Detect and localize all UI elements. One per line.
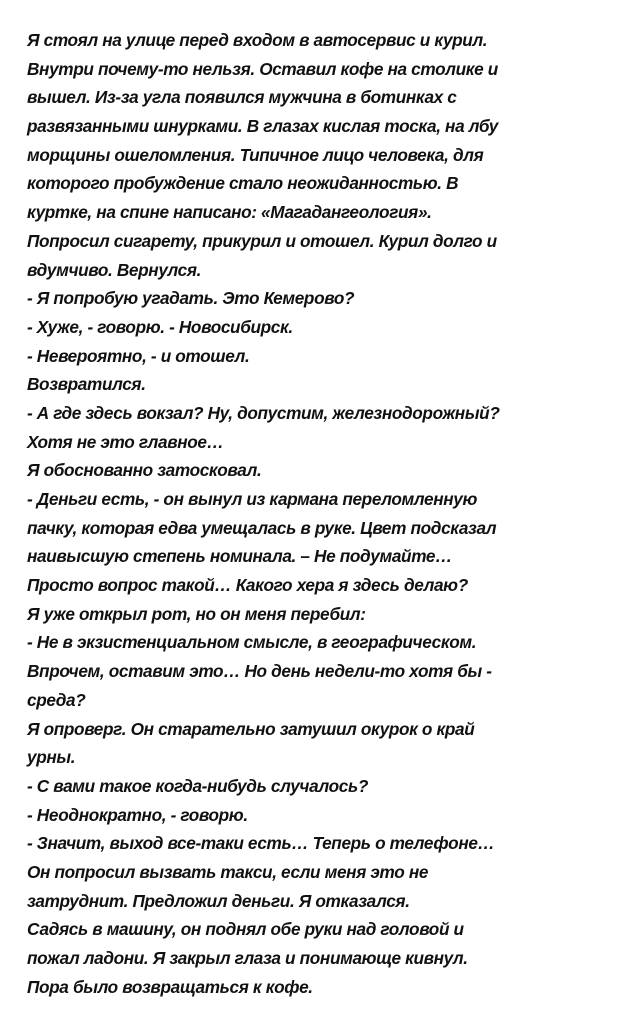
text-line: развязанными шнурками. В глазах кислая тоска, на лбу [27, 116, 498, 137]
dialogue-line: - С вами такое когда-нибудь случалось? [27, 775, 368, 796]
dialogue-line: - Деньги есть, - он вынул из кармана переломленную [27, 489, 477, 509]
text-line: морщины ошеломления. Типичное лицо человека, для [27, 144, 484, 165]
text-line: урны. [27, 747, 76, 768]
text-line: пожал ладони. Я закрыл глаза и понимающе кивнул. [27, 948, 468, 968]
dialogue-line: - Хуже, - говорю. - Новосибирск. [27, 316, 293, 337]
text-line: куртке, на спине написано: «Магадангеология». [27, 202, 432, 223]
text-line: Я стоял на улице перед входом в автосервис и курил. [27, 30, 488, 50]
dialogue-line: - А где здесь вокзал? Ну, допустим, железнодорожный? [27, 402, 500, 423]
dialogue-line: - Неоднократно, - говорю. [27, 804, 248, 825]
dialogue-line: - Невероятно, - и отошел. [27, 345, 250, 366]
text-line: которого пробуждение стало неожиданностью. В [27, 173, 459, 194]
text-line: среда? [27, 689, 86, 710]
text-line: Просто вопрос такой… Какого хера я здесь делаю? [27, 575, 468, 596]
dialogue-line: - Не в экзистенциальном смысле, в географическом. [27, 632, 477, 653]
text-line: наивысшую степень номинала. – Не подумайте… [27, 546, 452, 567]
text-line: Хотя не это главное… [27, 431, 224, 452]
text-line: Возвратился. [27, 374, 146, 395]
text-line: Впрочем, оставим это… Но день недели-то хотя бы - [27, 661, 492, 682]
text-line: вдумчиво. Вернулся. [27, 259, 202, 280]
text-line: Внутри почему-то нельзя. Оставил кофе на столике и [27, 58, 498, 79]
dialogue-line: - Значит, выход все-таки есть… Теперь о телефоне… [27, 833, 495, 854]
text-line: Он попросил вызвать такси, если меня это не [27, 861, 429, 882]
text-line: Я уже открыл рот, но он меня перебил: [27, 603, 366, 624]
text-line: Садясь в машину, он поднял обе руки над головой и [27, 919, 464, 940]
dialogue-line: - Я попробую угадать. Это Кемерово? [27, 288, 355, 309]
text-line: Пора было возвращаться к кофе. [27, 976, 313, 997]
story-text [27, 26, 627, 1001]
text-line: Я опроверг. Он старательно затушил окурок о край [27, 718, 475, 739]
text-line: Я обоснованно затосковал. [27, 460, 262, 481]
text-line: Попросил сигарету, прикурил и отошел. Курил долго и [27, 230, 497, 251]
text-line: вышел. Из-за угла появился мужчина в ботинках с [27, 87, 457, 108]
text-line: затруднит. Предложил деньги. Я отказался. [27, 890, 410, 911]
text-line: пачку, которая едва умещалась в руке. Цвет подсказал [27, 517, 497, 538]
